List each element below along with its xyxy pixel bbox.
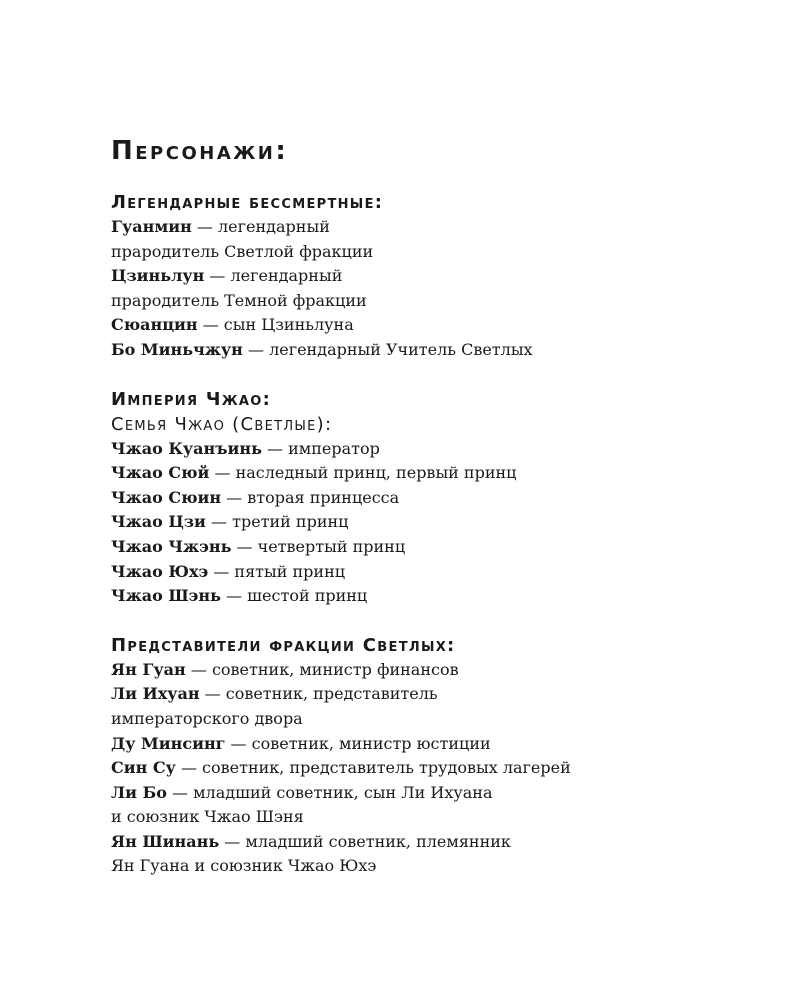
page-title: Персонажи: bbox=[111, 136, 289, 166]
character-desc: — наследный принц, первый принц bbox=[209, 463, 517, 483]
character-desc: — четвертый принц bbox=[231, 536, 406, 556]
character-entry-cont: прародитель Светлой фракции bbox=[111, 241, 374, 261]
section-zhao-empire bbox=[111, 387, 711, 609]
character-desc: — легендарный Учитель Светлых bbox=[242, 339, 533, 359]
character-desc: — легендарный bbox=[204, 266, 343, 286]
character-entry bbox=[111, 756, 711, 781]
character-name: Цзиньлун bbox=[111, 266, 205, 286]
character-desc: — пятый принц bbox=[208, 561, 346, 581]
section-light-faction-representatives bbox=[111, 633, 711, 879]
character-entry bbox=[111, 486, 711, 511]
character-entry bbox=[111, 658, 711, 683]
character-name: Сюанцин bbox=[111, 315, 198, 335]
character-entry bbox=[111, 510, 711, 535]
character-name: Чжао Цзи bbox=[111, 512, 206, 532]
character-list-page bbox=[111, 136, 711, 903]
character-entry-cont: Ян Гуана и союзник Чжао Юхэ bbox=[111, 856, 377, 876]
character-name: Чжао Шэнь bbox=[111, 586, 221, 606]
character-desc: — сын Цзиньлуна bbox=[197, 315, 354, 335]
character-entry bbox=[111, 437, 711, 462]
character-desc: — советник, министр финансов bbox=[185, 659, 459, 679]
character-name: Ли Ихуан bbox=[111, 684, 200, 704]
character-name: Ян Шинань bbox=[111, 831, 220, 851]
section-legendary-immortals bbox=[111, 190, 711, 363]
character-name: Син Су bbox=[111, 758, 176, 778]
character-entry bbox=[111, 264, 711, 289]
character-desc: — младший советник, сын Ли Ихуана bbox=[166, 782, 493, 802]
character-desc: — легендарный bbox=[191, 217, 330, 236]
character-entry bbox=[111, 830, 711, 855]
character-name: Чжао Чжэнь bbox=[111, 536, 232, 556]
character-entry bbox=[111, 313, 711, 338]
character-name: Ян Гуан bbox=[111, 659, 186, 679]
character-desc: — советник, представитель трудовых лагерей bbox=[175, 758, 571, 778]
character-name: Чжао Сюин bbox=[111, 487, 222, 507]
character-entry-cont: императорского двора bbox=[111, 708, 303, 728]
character-entry bbox=[111, 461, 711, 486]
section-heading: Империя Чжао: bbox=[111, 388, 272, 410]
character-entry bbox=[111, 682, 711, 707]
character-desc: — вторая принцесса bbox=[221, 487, 400, 507]
character-desc: — младший советник, племянник bbox=[219, 831, 511, 851]
character-name: Чжао Куанъинь bbox=[111, 438, 262, 458]
character-entry bbox=[111, 584, 711, 609]
section-heading: Представители фракции Светлых: bbox=[111, 634, 456, 656]
character-entry bbox=[111, 560, 711, 585]
character-entry-cont: и союзник Чжао Шэня bbox=[111, 807, 304, 827]
character-desc: — советник, представитель bbox=[199, 684, 438, 704]
character-name: Ду Минсинг bbox=[111, 733, 226, 753]
subsection-heading: Семья Чжао (Светлые): bbox=[111, 413, 333, 435]
character-name: Чжао Сюй bbox=[111, 463, 210, 483]
character-entry-cont: прародитель Темной фракции bbox=[111, 290, 367, 310]
character-desc: — император bbox=[261, 438, 380, 458]
character-entry bbox=[111, 781, 711, 806]
character-name: Чжао Юхэ bbox=[111, 561, 209, 581]
character-entry bbox=[111, 732, 711, 757]
character-name: Гуанмин bbox=[111, 217, 192, 236]
character-desc: — шестой принц bbox=[220, 586, 368, 606]
character-name: Бо Миньчжун bbox=[111, 339, 243, 359]
character-desc: — третий принц bbox=[205, 512, 349, 532]
character-desc: — советник, министр юстиции bbox=[225, 733, 491, 753]
character-name: Ли Бо bbox=[111, 782, 167, 802]
character-entry bbox=[111, 535, 711, 560]
section-heading: Легендарные бессмертные: bbox=[111, 192, 384, 213]
character-entry bbox=[111, 215, 711, 240]
character-entry bbox=[111, 338, 711, 363]
